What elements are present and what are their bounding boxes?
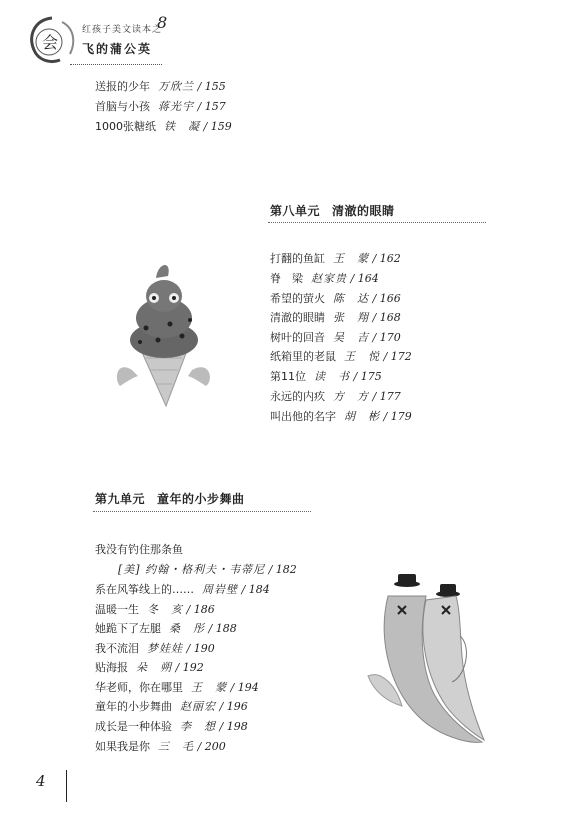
toc-entry[interactable]: 贴海报 朵 朔 / 192 xyxy=(95,661,204,674)
toc-entry[interactable]: 我不流泪 梦娃娃 / 190 xyxy=(95,642,215,655)
entry-page: 170 xyxy=(379,331,401,344)
toc-entry[interactable]: 清澈的眼睛 张 翔 / 168 xyxy=(270,311,401,324)
entry-title: 叫出他的名字 xyxy=(270,410,336,423)
entry-author: 梦娃娃 xyxy=(147,642,183,655)
entry-title: 华老师，你在哪里 xyxy=(95,681,183,694)
entry-title: 送报的少年 xyxy=(95,80,150,93)
entry-author: 万欣兰 xyxy=(158,80,194,93)
unit-label: 第九单元 xyxy=(95,492,146,506)
entry-author: 蒋光宇 xyxy=(158,100,194,113)
entry-author: 王 蒙 xyxy=(333,252,369,265)
entry-title: 我没有钓住那条鱼 xyxy=(95,543,183,556)
entry-author: 吴 吉 xyxy=(333,331,369,344)
logo-char: 会 xyxy=(42,33,59,52)
toc-entry[interactable]: 打翻的鱼缸 王 蒙 / 162 xyxy=(270,252,401,265)
unit9-heading xyxy=(95,490,245,507)
entry-title: 永远的内疚 xyxy=(270,390,325,403)
entry-author: 铁 凝 xyxy=(164,120,200,133)
volume-number: 8 xyxy=(157,13,168,32)
toc-entry-byline[interactable]: [美] 约翰・格利夫・韦蒂尼 / 182 xyxy=(118,563,297,576)
unit-name: 童年的小步舞曲 xyxy=(157,492,245,506)
unit8-divider xyxy=(268,222,486,223)
entry-page: 172 xyxy=(390,350,412,363)
entry-page: 188 xyxy=(215,622,237,635)
entry-title: 系在风筝线上的…… xyxy=(95,583,194,596)
header-divider xyxy=(70,64,162,65)
entry-author: 周岩壁 xyxy=(202,583,238,596)
banana-illustration-icon xyxy=(348,566,498,752)
entry-page: 166 xyxy=(379,292,401,305)
ice-cream-illustration-icon xyxy=(110,248,220,413)
entry-title: 清澈的眼睛 xyxy=(270,311,325,324)
toc-entry[interactable]: 她跪下了左腿 桑 彤 / 188 xyxy=(95,622,237,635)
book-title: 飞的蒲公英 xyxy=(82,42,153,56)
entry-title: 我不流泪 xyxy=(95,642,139,655)
toc-entry[interactable]: 第11位 读 书 / 175 xyxy=(270,370,382,383)
unit-label: 第八单元 xyxy=(270,204,321,218)
entry-page: 164 xyxy=(357,272,379,285)
toc-entry[interactable]: 成长是一种体验 李 想 / 198 xyxy=(95,720,248,733)
entry-author: 陈 达 xyxy=(333,292,369,305)
entry-title: 童年的小步舞曲 xyxy=(95,700,172,713)
toc-entry[interactable]: 脊 梁 赵家贵 / 164 xyxy=(270,272,379,285)
toc-entry[interactable]: 送报的少年 万欣兰 / 155 xyxy=(95,80,226,93)
entry-title: 首脑与小孩 xyxy=(95,100,150,113)
logo-icon xyxy=(22,14,82,66)
entry-page: 194 xyxy=(237,681,259,694)
toc-entry[interactable]: 1000张糖纸 铁 凝 / 159 xyxy=(95,120,232,133)
entry-page: 186 xyxy=(193,603,215,616)
entry-title: 打翻的鱼缸 xyxy=(270,252,325,265)
entry-author: 赵家贵 xyxy=(311,272,347,285)
toc-entry[interactable]: 如果我是你 三 毛 / 200 xyxy=(95,740,226,753)
entry-page: 182 xyxy=(275,563,297,576)
page-number-rule xyxy=(66,770,67,802)
entry-title: 1000张糖纸 xyxy=(95,120,156,133)
toc-entry[interactable]: 温暖一生 冬 亥 / 186 xyxy=(95,603,215,616)
entry-author: 王 悦 xyxy=(344,350,380,363)
entry-page: 155 xyxy=(204,80,226,93)
toc-entry[interactable]: 永远的内疚 方 方 / 177 xyxy=(270,390,401,403)
entry-page: 162 xyxy=(379,252,401,265)
entry-page: 175 xyxy=(360,370,382,383)
toc-entry[interactable]: 希望的萤火 陈 达 / 166 xyxy=(270,292,401,305)
entry-author: 三 毛 xyxy=(158,740,194,753)
entry-title: 温暖一生 xyxy=(95,603,139,616)
entry-title: 树叶的回音 xyxy=(270,331,325,344)
entry-title: 贴海报 xyxy=(95,661,128,674)
entry-title: 如果我是你 xyxy=(95,740,150,753)
entry-page: 168 xyxy=(379,311,401,324)
entry-author: 王 蒙 xyxy=(191,681,227,694)
entry-page: 198 xyxy=(226,720,248,733)
entry-page: 159 xyxy=(210,120,232,133)
entry-author: 读 书 xyxy=(314,370,350,383)
toc-entry[interactable]: 叫出他的名字 胡 彬 / 179 xyxy=(270,410,412,423)
entry-author: 桑 彤 xyxy=(169,622,205,635)
entry-page: 192 xyxy=(182,661,204,674)
entry-page: 157 xyxy=(204,100,226,113)
toc-entry[interactable]: 纸箱里的老鼠 王 悦 / 172 xyxy=(270,350,412,363)
toc-entry[interactable]: 树叶的回音 吴 吉 / 170 xyxy=(270,331,401,344)
unit-name: 清澈的眼睛 xyxy=(332,204,395,218)
entry-title: 脊 梁 xyxy=(270,272,303,285)
toc-entry[interactable]: 童年的小步舞曲 赵丽宏 / 196 xyxy=(95,700,248,713)
entry-author: 朵 朔 xyxy=(136,661,172,674)
entry-title: 纸箱里的老鼠 xyxy=(270,350,336,363)
entry-title: 她跪下了左腿 xyxy=(95,622,161,635)
entry-page: 179 xyxy=(390,410,412,423)
entry-page: 200 xyxy=(204,740,226,753)
entry-page: 177 xyxy=(379,390,401,403)
series-name: 红孩子美文读本之 xyxy=(82,25,163,35)
toc-entry-title[interactable] xyxy=(95,543,183,557)
entry-page: 196 xyxy=(226,700,248,713)
entry-page: 184 xyxy=(248,583,270,596)
unit9-divider xyxy=(93,511,311,512)
entry-title: 希望的萤火 xyxy=(270,292,325,305)
entry-title: 成长是一种体验 xyxy=(95,720,172,733)
page-number: 4 xyxy=(36,772,46,790)
entry-author: 李 想 xyxy=(180,720,216,733)
entry-page: 190 xyxy=(193,642,215,655)
toc-entry[interactable]: 系在风筝线上的…… 周岩壁 / 184 xyxy=(95,583,270,596)
entry-author: 赵丽宏 xyxy=(180,700,216,713)
entry-title: 第11位 xyxy=(270,370,306,383)
unit8-heading xyxy=(270,202,395,219)
entry-author: 方 方 xyxy=(333,390,369,403)
entry-author: 胡 彬 xyxy=(344,410,380,423)
entry-author: 张 翔 xyxy=(333,311,369,324)
toc-entry[interactable]: 首脑与小孩 蒋光宇 / 157 xyxy=(95,100,226,113)
entry-author: [美] 约翰・格利夫・韦蒂尼 xyxy=(118,563,266,576)
entry-author: 冬 亥 xyxy=(147,603,183,616)
toc-entry[interactable]: 华老师，你在哪里 王 蒙 / 194 xyxy=(95,681,259,694)
